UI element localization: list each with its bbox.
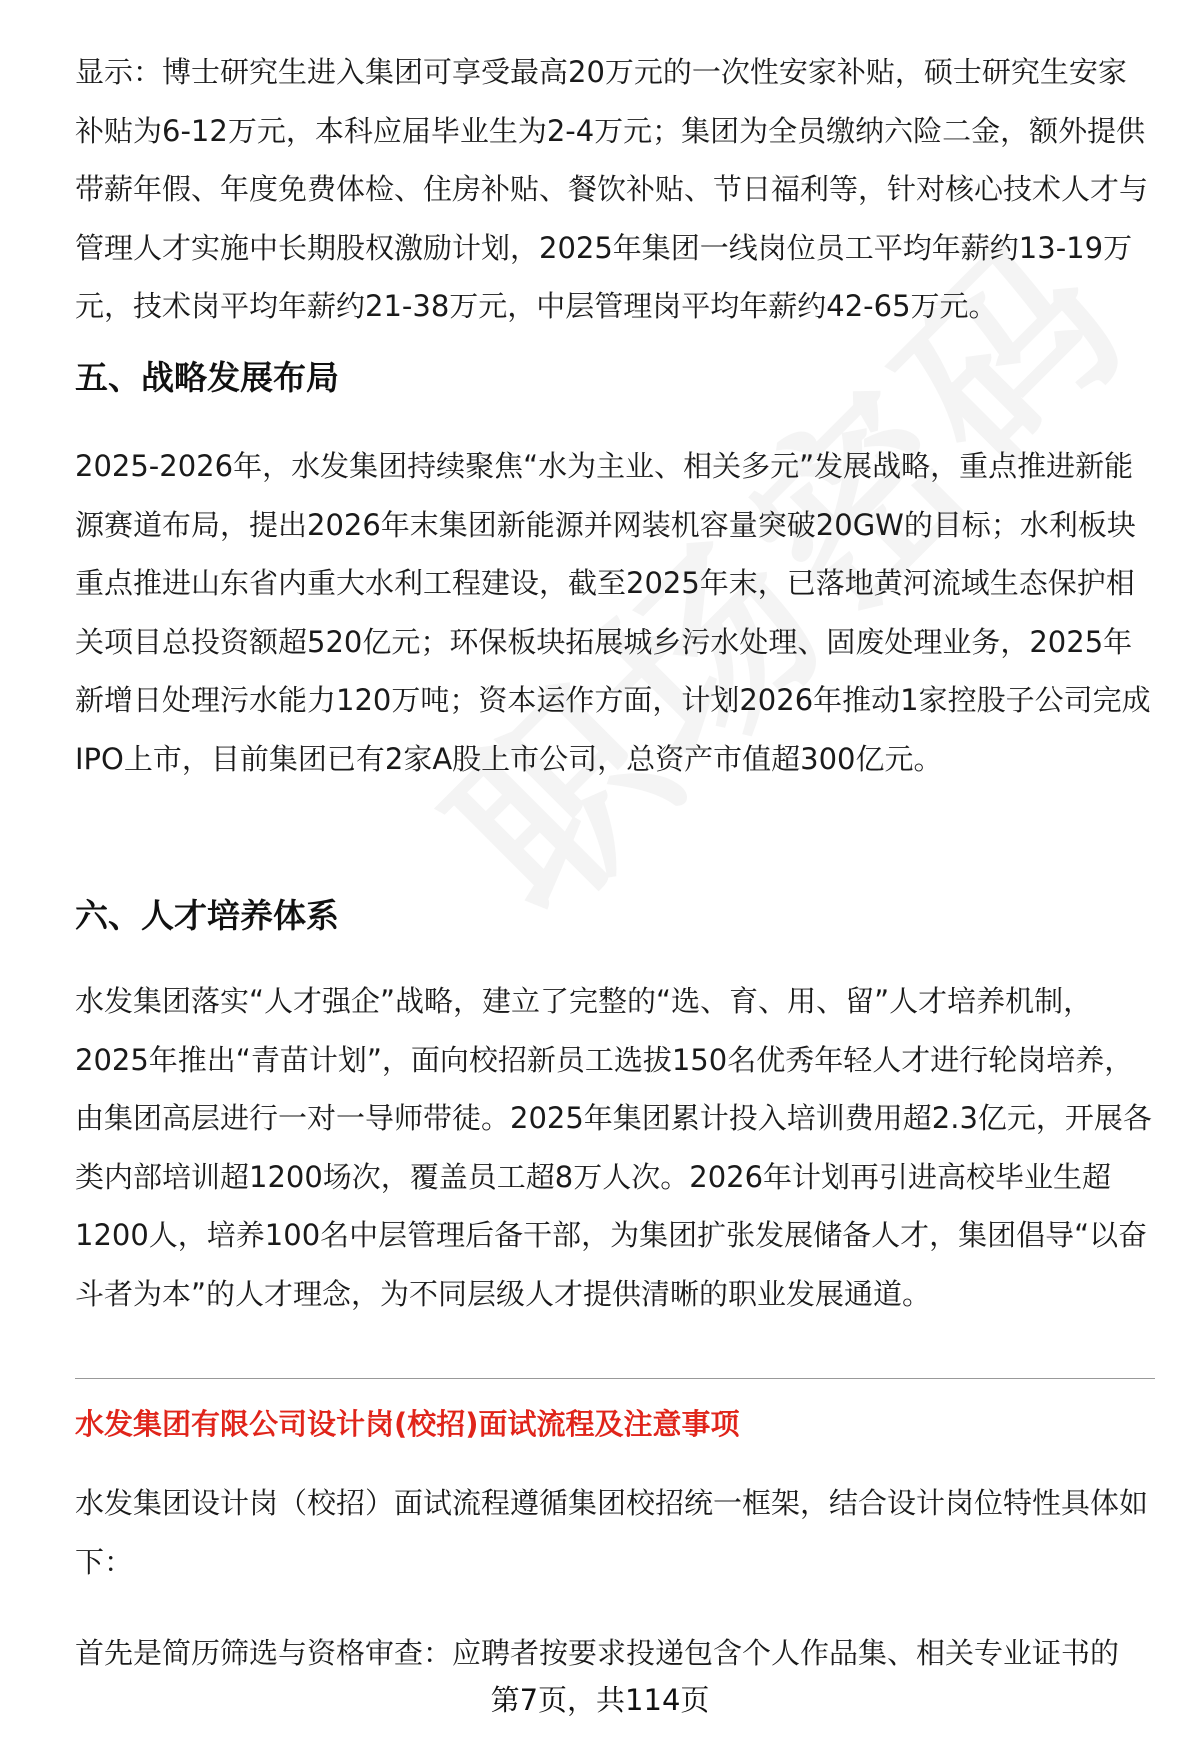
- paragraph-strategy: 2025-2026年，水发集团持续聚焦“水为主业、相关多元”发展战略，重点推进新能源赛道布局，提出2026年末集团新能源并网装机容量突破20GW的目标；水利板块重点推进山东省内重大水利工程建设，截至2025年末，已落地黄河流域生态保护相关项目总投资额超520亿元；环保板块拓展城乡污水处理、固废处理业务，2025年新增日处理污水能力120万吨；资本运作方面，计划2026年推动1家控股子公司完成IPO上市，目前集团已有2家A股上市公司，总资产市值超300亿元。: [75, 449, 1151, 776]
- paragraph-resume-screening: 首先是简历筛选与资格审查：应聘者按要求投递包含个人作品集、相关专业证书的: [75, 1636, 1120, 1670]
- page-number: 第7页，共114页: [490, 1683, 710, 1717]
- interview-section-title: 水发集团有限公司设计岗(校招)面试流程及注意事项: [75, 1407, 740, 1441]
- section-heading-talent: 六、人才培养体系: [75, 896, 339, 935]
- paragraph-benefits: 显示：博士研究生进入集团可享受最高20万元的一次性安家补贴，硕士研究生安家补贴为6-12万元，本科应届毕业生为2-4万元；集团为全员缴纳六险二金，额外提供带薪年假、年度免费体检、住房补贴、餐饮补贴、节日福利等，针对核心技术人才与管理人才实施中长期股权激励计划，2025年集团一线岗位员工平均年薪约13-19万元，技术岗平均年薪约21-38万元，中层管理岗平均年薪约42-65万元。: [75, 55, 1149, 323]
- paragraph-interview-intro: 水发集团设计岗（校招）面试流程遵循集团校招统一框架，结合设计岗位特性具体如下：: [75, 1486, 1149, 1579]
- section-divider: [75, 1378, 1155, 1379]
- section-heading-strategy: 五、战略发展布局: [75, 358, 339, 397]
- paragraph-talent: 水发集团落实“人才强企”战略，建立了完整的“选、育、用、留”人才培养机制，2025年推出“青苗计划”，面向校招新员工选拔150名优秀年轻人才进行轮岗培养，由集团高层进行一对一导师带徒。2025年集团累计投入培训费用超2.3亿元，开展各类内部培训超1200场次，覆盖员工超8万人次。2026年计划再引进高校毕业生超1200人，培养100名中层管理后备干部，为集团扩张发展储备人才，集团倡导“以奋斗者为本”的人才理念，为不同层级人才提供清晰的职业发展通道。: [75, 984, 1152, 1311]
